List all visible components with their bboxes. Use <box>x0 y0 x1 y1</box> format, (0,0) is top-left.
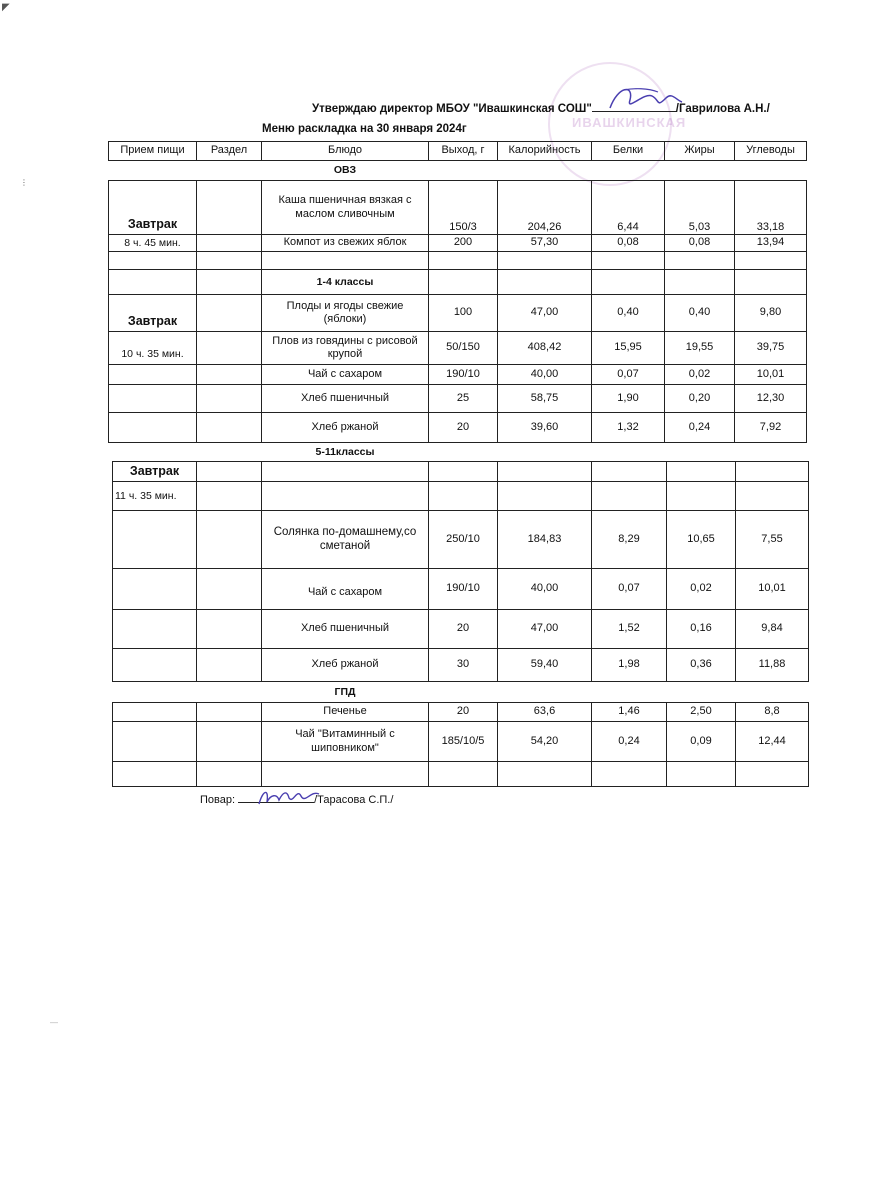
proteins-cell: 0,40 <box>591 294 665 332</box>
empty-cell <box>196 251 262 270</box>
meal-cell <box>108 384 197 413</box>
fats-cell: 2,50 <box>666 702 736 722</box>
empty-cell <box>591 251 665 270</box>
meal-time: 11 ч. 35 мин. <box>112 481 197 511</box>
section-cell <box>196 510 262 569</box>
margin-dots: ⋮ <box>20 178 28 187</box>
proteins-cell: 1,90 <box>591 384 665 413</box>
empty-cell <box>196 761 262 787</box>
calories-cell: 58,75 <box>497 384 592 413</box>
empty-cell <box>428 269 498 295</box>
meal-cell <box>108 412 197 443</box>
section-cell <box>196 294 262 332</box>
section-cell <box>196 648 262 682</box>
calories-cell: 54,20 <box>497 721 592 762</box>
calories-cell: 47,00 <box>497 609 592 649</box>
dish-cell: Каша пшеничная вязкая с маслом сливочным <box>261 180 429 235</box>
fats-cell: 0,09 <box>666 721 736 762</box>
director-name: /Гаврилова А.Н./ <box>675 103 770 115</box>
output-cell: 20 <box>428 412 498 443</box>
corner-mark: ◤ <box>2 2 10 13</box>
proteins-cell: 1,46 <box>591 702 667 722</box>
scan-mark: — <box>50 1018 58 1027</box>
col-header-section: Раздел <box>196 141 262 161</box>
carbs-cell: 8,8 <box>735 702 809 722</box>
meal-label: Завтрак <box>112 461 197 482</box>
output-cell: 100 <box>428 294 498 332</box>
meal-time: 10 ч. 35 мин. <box>108 331 197 365</box>
dish-cell: Компот из свежих яблок <box>261 234 429 252</box>
empty-cell <box>428 481 498 511</box>
approval-text: Утверждаю директор МБОУ "Ивашкинская СОШ" <box>312 103 592 115</box>
carbs-cell: 11,88 <box>735 648 809 682</box>
dish-cell: Солянка по-домашнему,со сметаной <box>261 510 429 569</box>
col-header-proteins: Белки <box>591 141 665 161</box>
output-cell: 185/10/5 <box>428 721 498 762</box>
output-cell: 20 <box>428 609 498 649</box>
carbs-cell: 13,94 <box>734 234 807 252</box>
output-cell: 30 <box>428 648 498 682</box>
empty-cell <box>734 269 807 295</box>
empty-cell <box>735 461 809 482</box>
carbs-cell: 9,80 <box>734 294 807 332</box>
proteins-cell: 0,07 <box>591 568 667 610</box>
proteins-cell: 0,08 <box>591 234 665 252</box>
dish-cell: Плоды и ягоды свежие (яблоки) <box>261 294 429 332</box>
approval-line <box>312 101 770 115</box>
meal-cell <box>112 510 197 569</box>
empty-cell <box>428 461 498 482</box>
empty-cell <box>666 481 736 511</box>
col-header-output: Выход, г <box>428 141 498 161</box>
empty-cell <box>428 251 498 270</box>
fats-cell: 0,40 <box>664 294 735 332</box>
dish-cell: Хлеб ржаной <box>261 648 429 682</box>
meal-cell <box>112 568 197 610</box>
meal-label: Завтрак <box>108 294 197 332</box>
col-header-fats: Жиры <box>664 141 735 161</box>
carbs-cell: 10,01 <box>734 364 807 385</box>
empty-cell <box>664 251 735 270</box>
empty-cell <box>196 461 262 482</box>
fats-cell: 0,24 <box>664 412 735 443</box>
calories-cell: 204,26 <box>497 180 592 235</box>
meal-cell <box>112 648 197 682</box>
meal-cell <box>112 702 197 722</box>
meal-cell <box>112 609 197 649</box>
output-cell: 250/10 <box>428 510 498 569</box>
carbs-cell: 9,84 <box>735 609 809 649</box>
dish-cell: Чай "Витаминный с шиповником" <box>261 721 429 762</box>
output-cell: 20 <box>428 702 498 722</box>
empty-cell <box>591 269 665 295</box>
empty-cell <box>664 269 735 295</box>
section-cell <box>196 609 262 649</box>
cook-label: Повар: <box>200 794 236 806</box>
page-title: Меню раскладка на 30 января 2024г <box>262 123 467 135</box>
empty-cell <box>196 481 262 511</box>
col-header-meal: Прием пищи <box>108 141 197 161</box>
proteins-cell: 0,24 <box>591 721 667 762</box>
cook-name: /Тарасова С.П./ <box>314 794 394 806</box>
section-cell <box>196 364 262 385</box>
section-title-gpd: ГПД <box>334 686 356 698</box>
section-cell <box>196 568 262 610</box>
carbs-cell: 7,55 <box>735 510 809 569</box>
col-header-carbs: Углеводы <box>734 141 807 161</box>
section-cell <box>196 702 262 722</box>
dish-cell: Хлеб пшеничный <box>261 384 429 413</box>
meal-cell <box>108 364 197 385</box>
section-title-5-11: 5-11классы <box>315 446 375 458</box>
output-cell: 190/10 <box>428 568 498 610</box>
empty-cell <box>261 251 429 270</box>
meal-time: 8 ч. 45 мин. <box>108 234 197 252</box>
carbs-cell: 12,44 <box>735 721 809 762</box>
carbs-cell: 12,30 <box>734 384 807 413</box>
empty-cell <box>735 761 809 787</box>
section-cell <box>196 331 262 365</box>
calories-cell: 59,40 <box>497 648 592 682</box>
fats-cell: 0,20 <box>664 384 735 413</box>
empty-cell <box>497 461 592 482</box>
empty-cell <box>108 251 197 270</box>
empty-cell <box>497 481 592 511</box>
carbs-cell: 10,01 <box>735 568 809 610</box>
output-cell: 200 <box>428 234 498 252</box>
empty-cell <box>497 251 592 270</box>
empty-cell <box>196 269 262 295</box>
empty-cell <box>497 761 592 787</box>
empty-cell <box>591 761 667 787</box>
section-cell <box>196 721 262 762</box>
carbs-cell: 39,75 <box>734 331 807 365</box>
empty-cell <box>591 481 667 511</box>
proteins-cell: 0,07 <box>591 364 665 385</box>
calories-cell: 408,42 <box>497 331 592 365</box>
dish-cell: Чай с сахаром <box>261 364 429 385</box>
proteins-cell: 15,95 <box>591 331 665 365</box>
meal-label: Завтрак <box>108 180 197 235</box>
section-cell <box>196 180 262 235</box>
section-cell <box>196 384 262 413</box>
dish-cell: Хлеб пшеничный <box>261 609 429 649</box>
output-cell: 25 <box>428 384 498 413</box>
empty-cell <box>591 461 667 482</box>
empty-cell <box>428 761 498 787</box>
proteins-cell: 1,52 <box>591 609 667 649</box>
col-header-calories: Калорийность <box>497 141 592 161</box>
empty-cell <box>497 269 592 295</box>
fats-cell: 19,55 <box>664 331 735 365</box>
director-signature <box>604 78 684 118</box>
section-title-ovz: ОВЗ <box>333 164 357 176</box>
dish-cell: Чай с сахаром <box>261 568 429 610</box>
dish-cell: Печенье <box>261 702 429 722</box>
section-cell <box>196 412 262 443</box>
carbs-cell: 33,18 <box>734 180 807 235</box>
section-cell <box>196 234 262 252</box>
calories-cell: 40,00 <box>497 568 592 610</box>
col-header-dish: Блюдо <box>261 141 429 161</box>
output-cell: 150/3 <box>428 180 498 235</box>
proteins-cell: 6,44 <box>591 180 665 235</box>
calories-cell: 40,00 <box>497 364 592 385</box>
empty-cell <box>261 481 429 511</box>
output-cell: 190/10 <box>428 364 498 385</box>
empty-cell <box>734 251 807 270</box>
empty-cell <box>261 461 429 482</box>
stamp-text: ИВАШКИНСКАЯ <box>572 115 687 130</box>
fats-cell: 5,03 <box>664 180 735 235</box>
calories-cell: 39,60 <box>497 412 592 443</box>
fats-cell: 0,02 <box>664 364 735 385</box>
proteins-cell: 1,32 <box>591 412 665 443</box>
calories-cell: 184,83 <box>497 510 592 569</box>
fats-cell: 0,16 <box>666 609 736 649</box>
empty-cell <box>108 269 197 295</box>
cook-signature <box>255 784 325 810</box>
section-title-1-4: 1-4 классы <box>261 269 429 295</box>
dish-cell: Хлеб ржаной <box>261 412 429 443</box>
calories-cell: 47,00 <box>497 294 592 332</box>
empty-cell <box>666 761 736 787</box>
empty-cell <box>112 761 197 787</box>
empty-cell <box>735 481 809 511</box>
fats-cell: 0,02 <box>666 568 736 610</box>
calories-cell: 63,6 <box>497 702 592 722</box>
proteins-cell: 1,98 <box>591 648 667 682</box>
fats-cell: 0,08 <box>664 234 735 252</box>
meal-cell <box>112 721 197 762</box>
fats-cell: 10,65 <box>666 510 736 569</box>
carbs-cell: 7,92 <box>734 412 807 443</box>
proteins-cell: 8,29 <box>591 510 667 569</box>
empty-cell <box>666 461 736 482</box>
dish-cell: Плов из говядины с рисовой крупой <box>261 331 429 365</box>
fats-cell: 0,36 <box>666 648 736 682</box>
output-cell: 50/150 <box>428 331 498 365</box>
calories-cell: 57,30 <box>497 234 592 252</box>
